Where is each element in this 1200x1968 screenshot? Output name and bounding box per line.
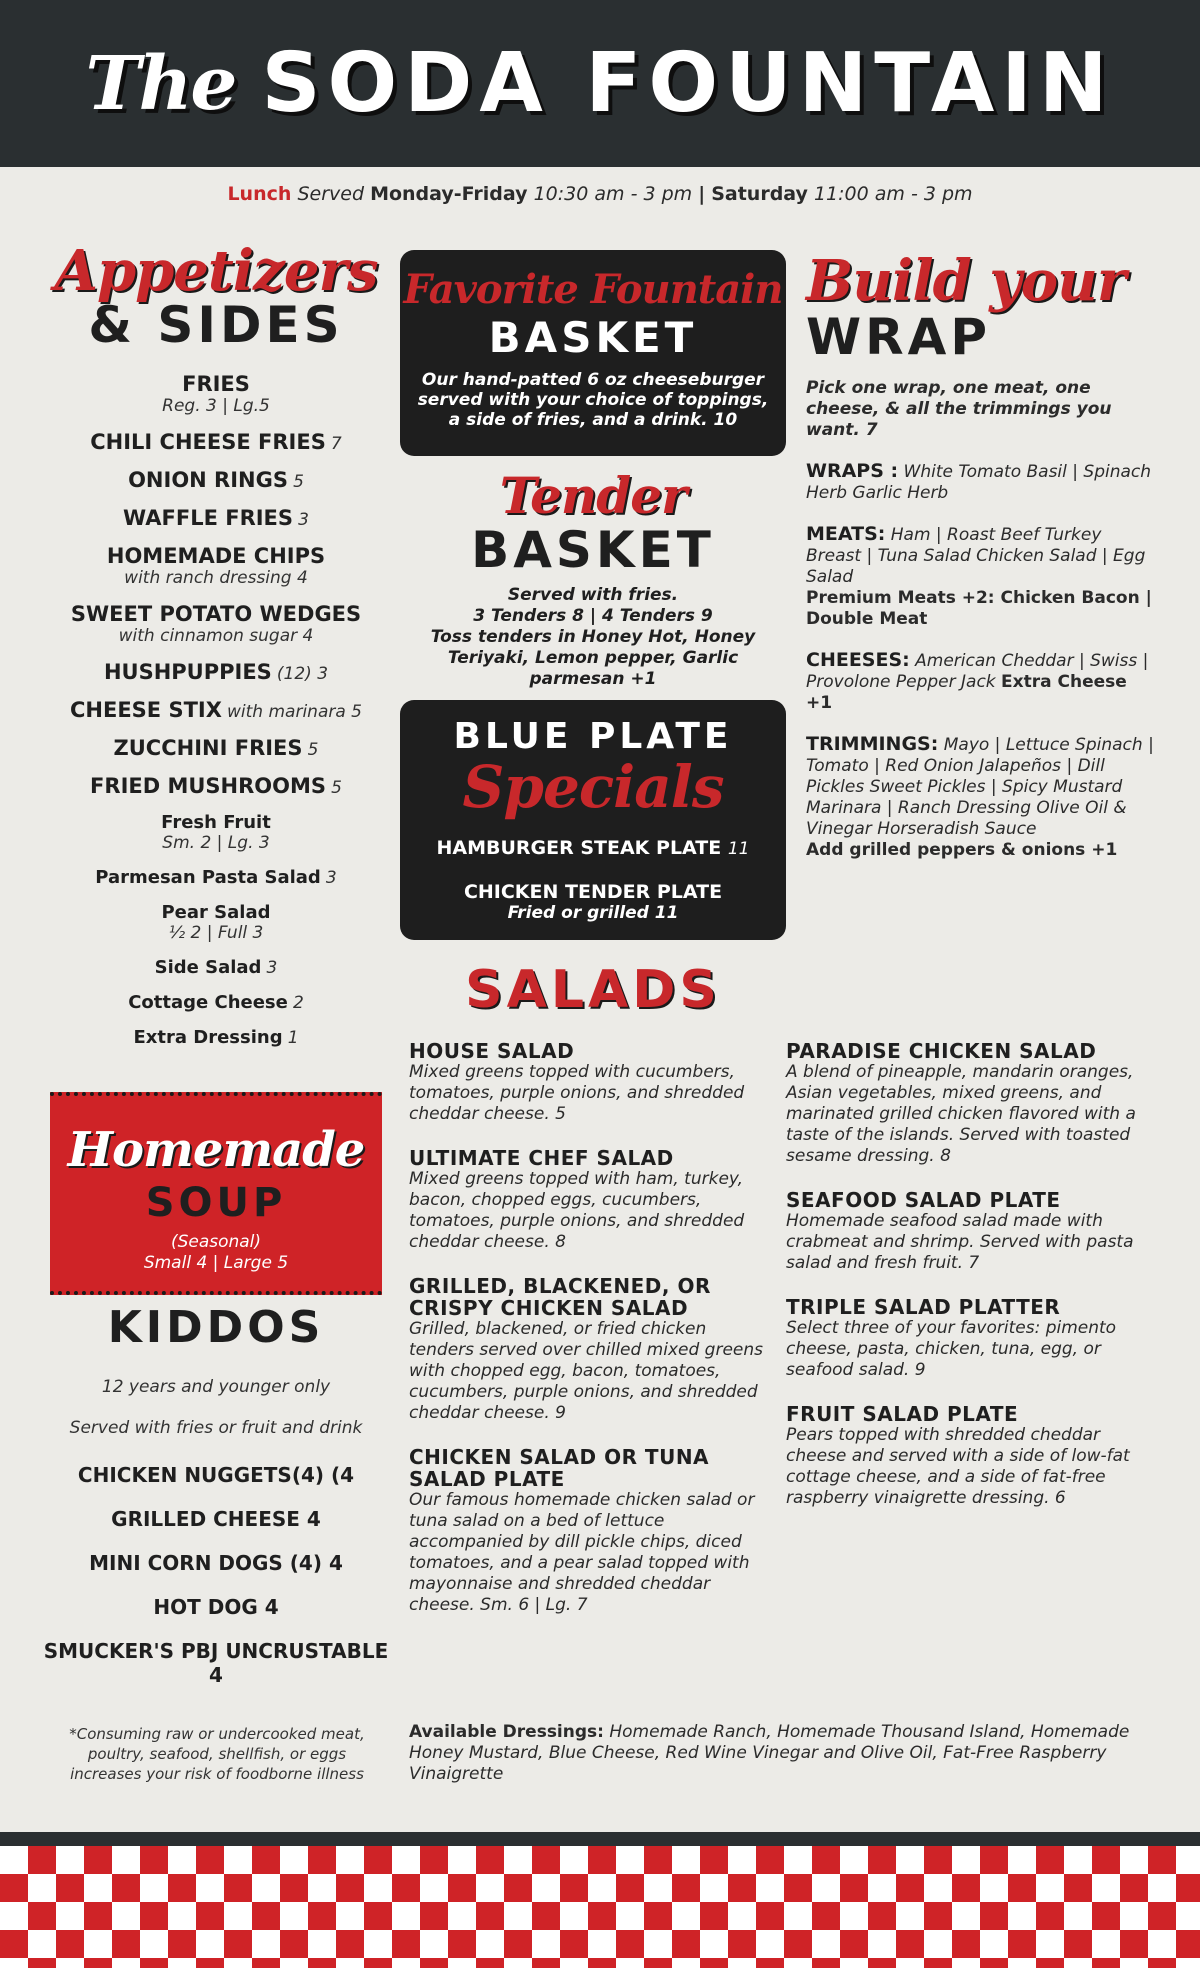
salad-name: FRUIT SALAD PLATE [786,1402,1019,1426]
meats-options [806,524,1156,630]
salad-desc: Pears topped with shredded cheddar cheese and served with a side of low-fat cottage cheese, and a side of fat-free raspberry vinaigrette dressing. 6 [786,1425,1130,1508]
kiddos-title: KIDDOS [107,1302,325,1353]
kiddos-item: MINI CORN DOGS (4) 4 [89,1551,343,1575]
appetizers-list [40,372,392,1048]
tender-line1: Served with fries. [507,585,679,605]
meats-list: Ham | Roast Beef Turkey Breast | Tuna Salad Chicken Salad | Egg Salad [806,525,1146,587]
kiddos-item: GRILLED CHEESE 4 [111,1507,321,1531]
appetizer-name: Pear Salad [161,902,271,923]
soup-title: SOUP [145,1180,287,1226]
weekday-days: Monday-Friday [370,183,528,205]
appetizer-item [40,506,392,530]
appetizer-name: HOMEMADE CHIPS [106,544,326,568]
wraps-label: WRAPS : [806,460,899,482]
salad-desc: Grilled, blackened, or fried chicken tenders served over chilled mixed greens with chopped egg, bacon, tomatoes, cucumbers, purple onions, and shredded cheddar cheese. 9 [409,1319,764,1423]
salad-item [786,1296,1146,1381]
plate1-name: HAMBURGER STEAK PLATE [436,837,722,859]
salad-name: HOUSE SALAD [409,1039,575,1063]
appetizer-name: Side Salad [154,957,262,978]
header-title: SODA FOUNTAIN [261,36,1115,131]
kiddos-section [40,1302,392,1707]
appetizer-item [40,372,392,416]
kiddos-item: CHICKEN NUGGETS(4) (4 [77,1463,355,1487]
appetizer-name: Parmesan Pasta Salad [95,867,321,888]
plate1-price: 11 [727,839,750,859]
chicken-tender-plate [400,881,786,923]
appetizer-sub: ½ 2 | Full 3 [168,923,264,943]
appetizer-price: 3 [298,510,309,530]
premium-meats-text: Premium Meats +2: Chicken Bacon | Double Meat [806,588,1152,629]
appetizer-item [40,430,392,454]
hours-line [0,183,1200,205]
wrap-title: WRAP [806,308,991,366]
meats-label: MEATS: [806,523,886,545]
salad-item [786,1403,1146,1509]
kiddos-age-note: 12 years and younger only [101,1377,331,1397]
appetizer-price: 5 [293,472,304,492]
cheeses-label: CHEESES: [806,649,910,671]
blue-plate-box [400,700,786,940]
served-text: Served [297,183,365,205]
appetizer-item [40,660,392,684]
salad-item [409,1446,767,1616]
menu-header [0,0,1200,167]
available-dressings [409,1722,1149,1785]
salad-item [409,1275,767,1424]
premium-meats [806,588,1156,630]
grilled-peppers-addon: Add grilled peppers & onions +1 [806,840,1118,860]
appetizer-price: 1 [287,1028,299,1048]
appetizer-sub: Sm. 2 | Lg. 3 [162,833,270,853]
soup-script: Homemade [67,1122,365,1178]
hours-separator: | [698,183,706,205]
salad-name: GRILLED, BLACKENED, OR CRISPY CHICKEN SALAD [409,1274,711,1320]
salad-name: CHICKEN SALAD OR TUNA SALAD PLATE [409,1445,710,1491]
appetizer-sub: with ranch dressing 4 [124,568,308,588]
soup-section [50,1092,382,1295]
food-safety-disclaimer: *Consuming raw or undercooked meat, poultry, seafood, shellfish, or eggs increases your risk of foodborne illness [69,1725,365,1783]
appetizer-price: 7 [330,434,342,454]
appetizer-price: (12) 3 [276,664,329,684]
wraps-options [806,461,1156,504]
trimmings-options [806,734,1156,861]
salad-desc: Our famous homemade chicken salad or tuna salad on a bed of lettuce accompanied by dill pickle chips, diced tomatoes, and a pear salad topped with mayonnaise and shredded cheddar cheese. Sm. 6 | Lg. 7 [409,1490,755,1615]
appetizer-price: 5 [331,778,342,798]
salads-title: SALADS [465,960,721,1020]
appetizer-item [40,468,392,492]
tender-title: BASKET [471,521,715,579]
salads-column-left [409,1040,767,1638]
appetizer-name: SWEET POTATO WEDGES [70,602,362,626]
cheeses-options [806,650,1156,714]
blue-plate-script: Specials [462,753,724,821]
salad-desc: Mixed greens topped with cucumbers, tomatoes, purple onions, and shredded cheddar cheese. 5 [409,1062,745,1124]
appetizer-item [40,867,392,888]
favorite-script: Favorite Fountain [403,266,783,313]
saturday-time: 11:00 am - 3 pm [813,183,973,205]
kiddos-item: HOT DOG 4 [153,1595,279,1619]
appetizer-name: Fresh Fruit [161,812,271,833]
wrap-section [806,248,1156,861]
trimmings-label: TRIMMINGS: [806,733,939,755]
appetizer-item [40,812,392,853]
appetizer-price: with marinara 5 [227,702,362,722]
weekday-time: 10:30 am - 3 pm [533,183,693,205]
header-the: The [85,40,236,127]
appetizer-item [40,1027,392,1048]
lunch-label: Lunch [227,183,292,205]
salad-desc: Mixed greens topped with ham, turkey, bacon, chopped eggs, cucumbers, tomatoes, purple onions, and shredded cheddar cheese. 8 [409,1169,745,1252]
cheeses-list: American Cheddar | Swiss | Provolone Pepper Jack [806,651,1149,692]
appetizer-item [40,544,392,588]
salad-item [409,1040,767,1125]
appetizer-name: FRIED MUSHROOMS [90,774,327,798]
appetizer-name: Cottage Cheese [128,992,288,1013]
appetizer-price: 3 [325,868,337,888]
appetizer-name: WAFFLE FRIES [123,506,294,530]
appetizer-name: FRIES [182,372,250,396]
appetizer-item [40,736,392,760]
appetizers-title: & SIDES [88,296,344,354]
salad-name: ULTIMATE CHEF SALAD [409,1146,674,1170]
hamburger-steak-plate [400,837,786,859]
plate2-name: CHICKEN TENDER PLATE [463,881,723,903]
salad-name: SEAFOOD SALAD PLATE [786,1188,1061,1212]
salad-desc: A blend of pineapple, mandarin oranges, Asian vegetables, mixed greens, and marinated grilled chicken flavored with a taste of the islands. Served with toasted sesame dressing. 8 [786,1062,1136,1166]
extra-cheese: Extra Cheese +1 [806,672,1127,713]
salad-desc: Homemade seafood salad made with crabmeat and shrimp. Served with pasta salad and fresh fruit. 7 [786,1211,1134,1273]
kiddos-served-note: Served with fries or fruit and drink [69,1418,363,1438]
tender-line2: 3 Tenders 8 | 4 Tenders 9 [473,606,713,626]
tender-script: Tender [499,466,687,525]
appetizer-name: CHEESE STIX [70,698,222,722]
soup-seasonal: (Seasonal) [170,1232,262,1252]
blue-plate-title: BLUE PLATE [453,716,733,757]
wraps-list: White Tomato Basil | Spinach Herb Garlic Herb [806,462,1152,503]
appetizer-item [40,902,392,943]
favorite-title: BASKET [488,313,698,362]
salad-item [786,1040,1146,1167]
favorite-basket-box [400,250,786,456]
salad-name: PARADISE CHICKEN SALAD [786,1039,1097,1063]
appetizer-item [40,774,392,798]
appetizer-sub: Reg. 3 | Lg.5 [162,396,270,416]
wrap-intro: Pick one wrap, one meat, one cheese, & all the trimmings you want. 7 [806,378,1112,440]
appetizer-name: ONION RINGS [128,468,288,492]
appetizers-section [40,240,392,1062]
appetizer-price: 2 [292,993,304,1013]
appetizer-price: 3 [266,958,278,978]
salad-item [786,1189,1146,1274]
appetizer-price: 5 [307,740,319,760]
appetizers-script: Appetizers [54,238,378,304]
appetizer-item [40,602,392,646]
wrap-script: Build your [806,248,1126,314]
appetizer-name: Extra Dressing [133,1027,283,1048]
tender-line3: Toss tenders in Honey Hot, Honey Teriyaki, Lemon pepper, Garlic parmesan +1 [430,627,756,689]
appetizer-item [40,698,392,722]
salads-column-right [786,1040,1146,1531]
dressings-label: Available Dressings: [409,1722,604,1742]
salad-name: TRIPLE SALAD PLATTER [786,1295,1061,1319]
appetizer-name: HUSHPUPPIES [103,660,272,684]
appetizer-item [40,992,392,1013]
kiddos-list [40,1463,392,1687]
kiddos-item: SMUCKER'S PBJ UNCRUSTABLE 4 [43,1639,389,1687]
appetizer-item [40,957,392,978]
soup-sizes: Small 4 | Large 5 [143,1253,289,1273]
dressings-list: Homemade Ranch, Homemade Thousand Island, Homemade Honey Mustard, Blue Cheese, Red Wine Vinegar and Olive Oil, Fat-Free Raspberry Vinaigrette [409,1722,1130,1784]
trimmings-list: Mayo | Lettuce Spinach | Tomato | Red Onion Jalapeños | Dill Pickles Sweet Pickles | Spicy Mustard Marinara | Ranch Dressing Olive Oil & Vinegar Horseradish Sauce [806,735,1154,839]
appetizer-name: CHILI CHEESE FRIES [90,430,326,454]
salad-item [409,1147,767,1253]
appetizer-sub: with cinnamon sugar 4 [118,626,314,646]
saturday-days: Saturday [711,183,808,205]
favorite-desc: Our hand-patted 6 oz cheeseburger served with your choice of toppings, a side of fries, and a drink. 10 [417,370,769,430]
tender-basket-section [400,466,786,690]
appetizer-name: ZUCCHINI FRIES [113,736,303,760]
salad-desc: Select three of your favorites: pimento cheese, pasta, chicken, tuna, egg, or seafood salad. 9 [786,1318,1117,1380]
plate2-sub: Fried or grilled 11 [507,903,679,923]
checkered-footer [0,1832,1200,1968]
